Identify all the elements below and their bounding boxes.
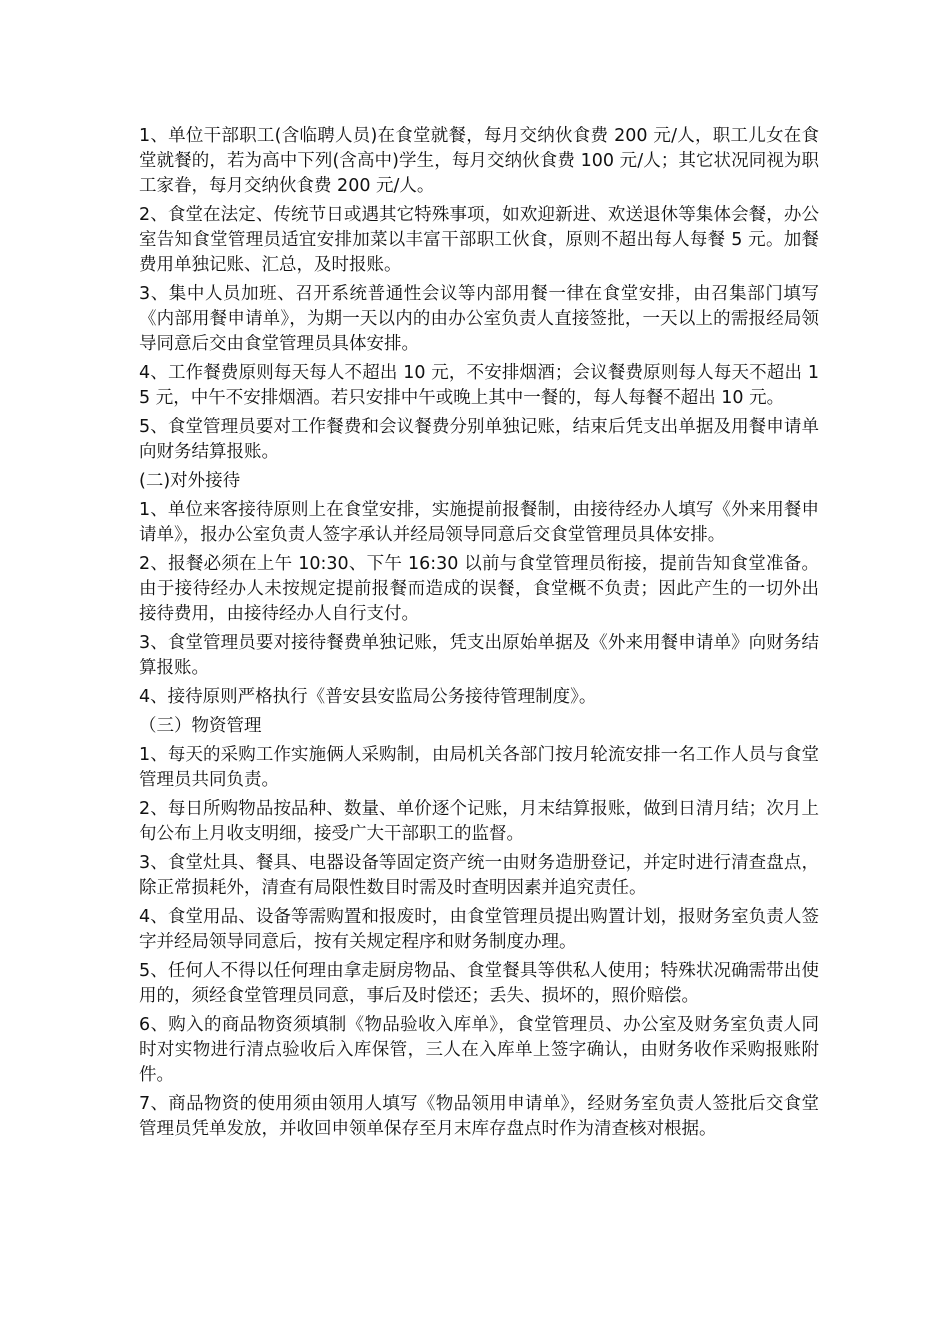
paragraph-reception-rules: 4、接待原则严格执行《普安县安监局公务接待管理制度》。 xyxy=(139,687,597,707)
paragraph-holiday-meals: 2、食堂在法定、传统节日或遇其它特殊事项，如欢迎新进、欢送退休等集体会餐，办公室告知食堂管理员适宜安排加菜以丰富干部职工伙食，原则不超出每人每餐 5 元。加餐费用单独记账、汇总，及时报账。 xyxy=(139,205,819,275)
section-heading-materials: （三）物资管理 xyxy=(139,716,262,736)
paragraph-reception-booking: 1、单位来客接待原则上在食堂安排，实施提前报餐制，由接待经办人填写《外来用餐申请单》，报办公室负责人签字承认并经局领导同意后交食堂管理员具体安排。 xyxy=(139,500,819,545)
paragraph-meal-standards: 4、工作餐费原则每天每人不超出 10 元，不安排烟酒；会议餐费原则每人每天不超出 15 元，中午不安排烟酒。若只安排中午或晚上其中一餐的，每人每餐不超出 10 元。 xyxy=(139,363,819,408)
paragraph-fixed-assets: 3、食堂灶具、餐具、电器设备等固定资产统一由财务造册登记，并定时进行清查盘点，除正常损耗外，清查有局限性数目时需及时查明因素并追究责任。 xyxy=(139,853,819,898)
paragraph-meal-accounting: 5、食堂管理员要对工作餐费和会议餐费分别单独记账，结束后凭支出单据及用餐申请单向财务结算报账。 xyxy=(139,417,819,462)
paragraph-internal-meals: 3、集中人员加班、召开系统普通性会议等内部用餐一律在食堂安排，由召集部门填写《内部用餐申请单》，为期一天以内的由办公室负责人直接签批，一天以上的需报经局领导同意后交由食堂管理员具体安排。 xyxy=(139,284,819,354)
document-body xyxy=(139,124,819,1146)
paragraph-bookkeeping: 2、每日所购物品按品种、数量、单价逐个记账，月末结算报账，做到日清月结；次月上旬公布上月收支明细，接受广大干部职工的监督。 xyxy=(139,799,819,844)
paragraph-reception-deadline: 2、报餐必须在上午 10:30、下午 16:30 以前与食堂管理员衔接，提前告知食堂准备。由于接待经办人未按规定提前报餐而造成的误餐，食堂概不负责；因此产生的一切外出接待费用，由接待经办人自行支付。 xyxy=(139,554,819,624)
paragraph-purchasing: 1、每天的采购工作实施俩人采购制，由局机关各部门按月轮流安排一名工作人员与食堂管理员共同负责。 xyxy=(139,745,819,790)
paragraph-canteen-fee: 1、单位干部职工(含临聘人员)在食堂就餐，每月交纳伙食费 200 元/人，职工儿女在食堂就餐的，若为高中下列(含高中)学生，每月交纳伙食费 100 元/人；其它状况同视为职工家眷，每月交纳伙食费 200 元/人。 xyxy=(139,126,819,196)
paragraph-private-use: 5、任何人不得以任何理由拿走厨房物品、食堂餐具等供私人使用；特殊状况确需带出使用的，须经食堂管理员同意，事后及时偿还；丢失、损坏的，照价赔偿。 xyxy=(139,961,819,1006)
paragraph-procurement-scrap: 4、食堂用品、设备等需购置和报废时，由食堂管理员提出购置计划，报财务室负责人签字并经局领导同意后，按有关规定程序和财务制度办理。 xyxy=(139,907,819,952)
paragraph-warehouse-receipt: 6、购入的商品物资须填制《物品验收入库单》，食堂管理员、办公室及财务室负责人同时对实物进行清点验收后入库保管，三人在入库单上签字确认，由财务收作采购报账附件。 xyxy=(139,1015,819,1085)
section-heading-reception: (二)对外接待 xyxy=(139,471,241,491)
paragraph-requisition: 7、商品物资的使用须由领用人填写《物品领用申请单》，经财务室负责人签批后交食堂管理员凭单发放，并收回申领单保存至月末库存盘点时作为清查核对根据。 xyxy=(139,1094,819,1139)
paragraph-reception-accounting: 3、食堂管理员要对接待餐费单独记账，凭支出原始单据及《外来用餐申请单》向财务结算报账。 xyxy=(139,633,819,678)
